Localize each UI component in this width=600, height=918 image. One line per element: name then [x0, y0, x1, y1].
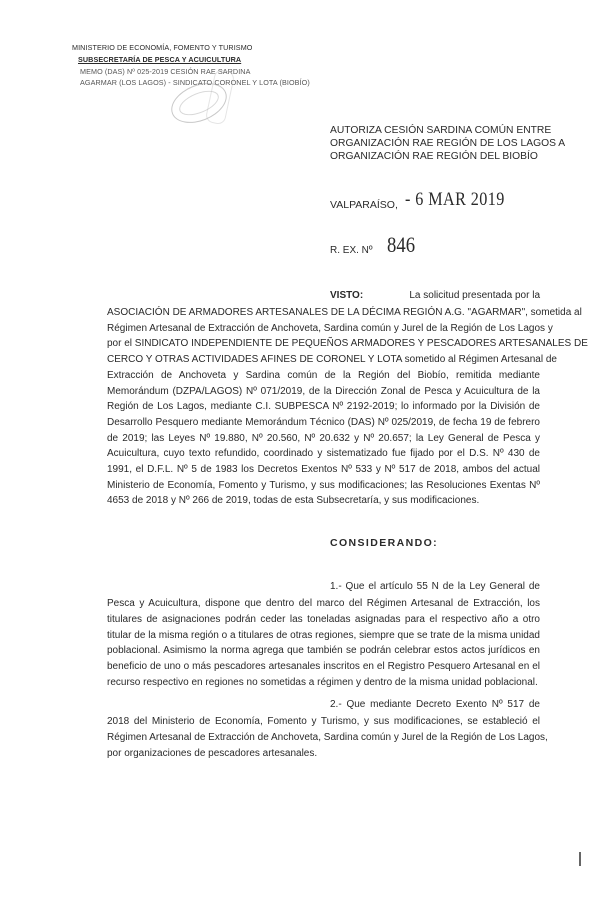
- document-text-line: Memorándum (DZPA/LAGOS) Nº 071/2019, de la Dirección Zonal de Pesca y Acuicultura de la: [107, 385, 540, 397]
- resolution-title-line: ORGANIZACIÓN RAE REGIÓN DEL BIOBÍO: [330, 151, 538, 162]
- document-text-line: titular de la misma región o a titulares de otras regiones, siempre que se trate de la misma unidad: [107, 629, 540, 641]
- place-label: VALPARAÍSO,: [330, 199, 398, 211]
- document-text-line: poblacional. Asimismo la norma agrega que también se podrán celebrar estos actos jurídicos en: [107, 645, 540, 657]
- document-text-line: recurso respectivo en regiones no sometidas a régimen y dentro de la misma unidad poblacional.: [107, 677, 538, 688]
- visto-intro: La solicitud presentada por la: [409, 290, 540, 301]
- considerando-p2-first-line: 2.- Que mediante Decreto Exento Nº 517 de: [330, 699, 540, 710]
- document-text-line: Desarrollo Pesquero mediante Memorándum Técnico (DAS) Nº 025/2019, de fecha 19 de febrero: [107, 416, 540, 428]
- document-text-line: CERCO Y OTRAS ACTIVIDADES AFINES DE CORONEL Y LOTA sometido al Régimen Artesanal de: [107, 354, 557, 366]
- memo-reference: MEMO (DAS) Nº 025-2019 CESIÓN RAE SARDINA: [80, 67, 251, 76]
- date-stamp: - 6 MAR 2019: [405, 189, 505, 210]
- resolution-number: 846: [387, 232, 416, 257]
- document-text-line: Extracción de Anchoveta y Sardina común de la Región del Biobío, remitida mediante: [107, 369, 540, 381]
- document-text-line: Región de Los Lagos, mediante C.I. SUBPESCA Nº 2192-2019; lo informado por la División de: [107, 401, 540, 413]
- resolution-title-line: AUTORIZA CESIÓN SARDINA COMÚN ENTRE: [330, 125, 552, 136]
- document-text-line: ASOCIACIÓN DE ARMADORES ARTESANALES DE LA DÉCIMA REGIÓN A.G. "AGARMAR", sometida al: [107, 307, 582, 318]
- document-text-line: 2018 del Ministerio de Economía, Fomento y Turismo, y sus modificaciones, se estableció el: [107, 716, 540, 727]
- document-text-line: Acuicultura, cuyo texto refundido, coordinado y sistematizado fue fijado por el D.S. Nº 430 de: [107, 448, 540, 460]
- document-text-line: Pesca y Acuicultura, dispone que dentro del marco del Régimen Artesanal de Extracción, los: [107, 598, 540, 609]
- document-text-line: por el SINDICATO INDEPENDIENTE DE PEQUEÑOS ARMADORES Y PESCADORES ARTESANALES DE: [107, 338, 588, 350]
- document-text-line: Ministerio de Economía, Fomento y Turismo, y sus modificaciones; las Resoluciones Exentas Nº: [107, 479, 540, 491]
- visto-label: VISTO:: [330, 290, 364, 301]
- ministry-name: MINISTERIO DE ECONOMÍA, FOMENTO Y TURISMO: [72, 43, 253, 52]
- document-text-line: 1991, el D.F.L. Nº 5 de 1983 los Decretos Exentos Nº 533 y Nº 517 de 2018, ambos del actual: [107, 464, 540, 475]
- document-text-line: beneficio de uno o más pescadores artesanales inscritos en el Registro Pesquero Artesanal en el: [107, 661, 540, 673]
- document-text-line: por organizaciones de pescadores artesanales.: [107, 748, 318, 759]
- resolution-number-label: R. EX. Nº: [330, 245, 373, 256]
- document-text-line: 4653 de 2018 y Nº 266 de 2019, todas de esta Subsecretaría, y sus modificaciones.: [107, 495, 480, 507]
- visto-first-line: [330, 290, 540, 302]
- document-text-line: Régimen Artesanal de Extracción de Anchoveta, Sardina común y Jurel de la Región de Los Lagos,: [107, 732, 548, 743]
- document-text-line: titulares de asignaciones podrán ceder las toneladas asignadas para el respectivo año a otro: [107, 613, 540, 625]
- document-text-line: de 2019; las Leyes Nº 19.880, Nº 20.560, Nº 20.632 y Nº 20.657; la Ley General de Pesca y: [107, 432, 540, 444]
- resolution-title-line: ORGANIZACIÓN RAE REGIÓN DE LOS LAGOS A: [330, 138, 566, 149]
- page-edge-mark: [579, 852, 581, 866]
- organization-reference: AGARMAR (LOS LAGOS) - SINDICATO CORONEL Y LOTA (BIOBÍO): [80, 78, 310, 87]
- subsecretaria-name: SUBSECRETARÍA DE PESCA Y ACUICULTURA: [78, 55, 242, 64]
- considerando-heading: CONSIDERANDO:: [330, 537, 439, 549]
- document-text-line: Régimen Artesanal de Extracción de Anchoveta, Sardina común y Jurel de la Región de Los Lagos y: [107, 322, 553, 334]
- considerando-p1-first-line: 1.- Que el artículo 55 N de la Ley General de: [330, 581, 540, 592]
